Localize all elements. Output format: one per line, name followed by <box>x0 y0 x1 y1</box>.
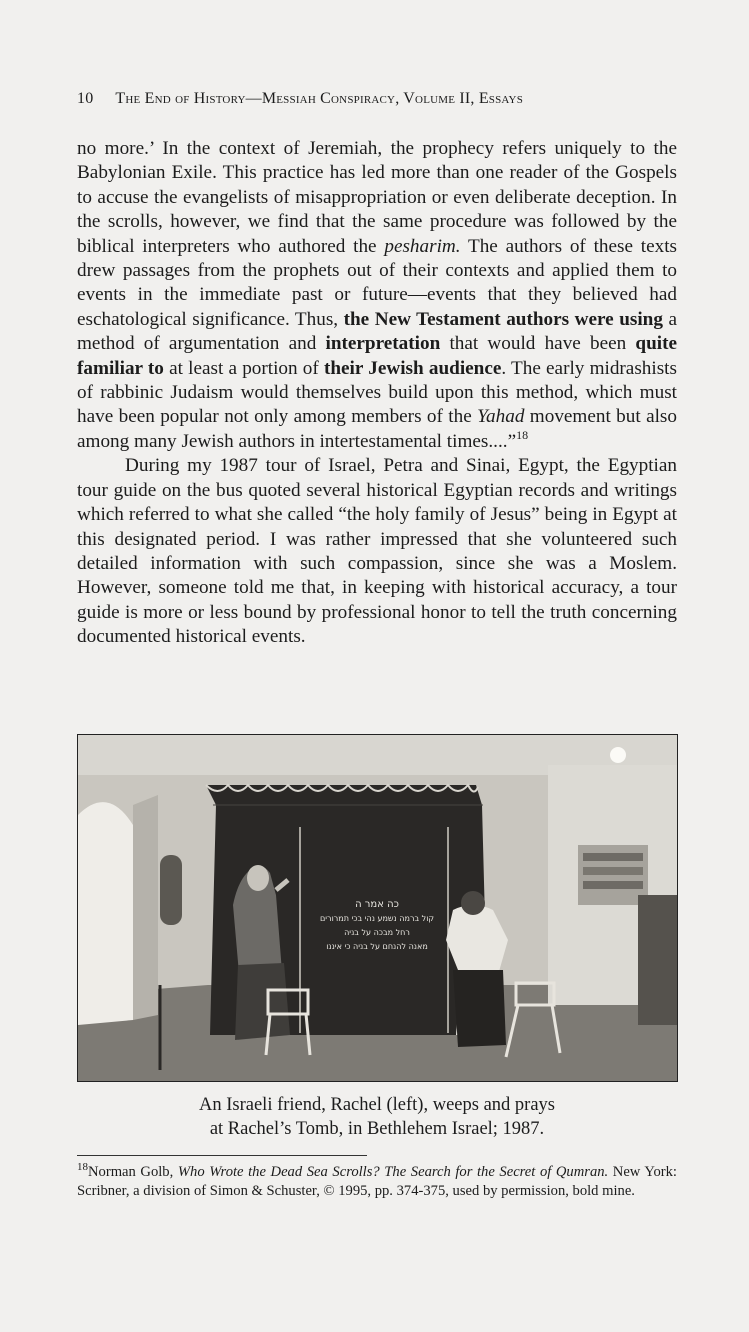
text-run: movement but also among many Jewish authors in intertestamental times....” <box>77 406 677 452</box>
tour-paragraph: During my 1987 tour of Israel, Petra and Sinai, Egypt, the Egyptian tour guide on the bus quoted several historical Egyptian records and writings which referred to what she called “the holy family of Jesus” being in Egypt at this designated period. I was rather impressed that she volunteered such detailed information with such compassion, since she was a Moslem. However, someone told me that, in keeping with historical accuracy, a tour guide is more or less bound by professional honor to tell the truth concerning documented historical events. <box>77 455 677 648</box>
footnote-18 <box>77 1163 677 1201</box>
text-run: no more.’ In the context of Jeremiah, the prophecy refers uniquely to the Babylonian Exile. This practice has led more than one reader of the Gospels to accuse the evangelists of misappropriation or even deliberate deception. In the scrolls, however, we find that the same procedure was followed by the biblical interpreters who authored the <box>77 138 677 257</box>
photo-caption <box>77 1093 677 1141</box>
bold-phrase: interpretation <box>325 333 441 355</box>
quote-paragraph <box>77 137 677 454</box>
footnote-reference[interactable]: 18 <box>516 427 529 442</box>
bold-phrase: quite familiar to <box>77 333 678 379</box>
running-header <box>77 90 677 108</box>
footnote-author: Norman Golb, <box>88 1164 178 1180</box>
body-text <box>77 137 677 650</box>
running-title: The End of History—Messiah Conspiracy, Volume II, Essays <box>115 90 524 107</box>
caption-line: An Israeli friend, Rachel (left), weeps and prays <box>199 1095 555 1115</box>
footnote-book-title: Who Wrote the Dead Sea Scrolls? The Search for the Secret of Qumran. <box>177 1164 609 1180</box>
text-run: . The early midrashists of rabbinic Judaism would themselves build upon this method, which must have been popular not only among members of the <box>77 357 677 428</box>
footnote-divider <box>77 1155 367 1156</box>
tomb-inscription-line: רחל מבכה על בניה <box>344 928 410 937</box>
bold-phrase: their Jewish audience <box>323 357 502 379</box>
text-run: a method of argumentation and <box>77 308 677 355</box>
photo-rachels-tomb <box>77 734 678 1082</box>
footnote-number: 18 <box>77 1161 88 1173</box>
italic-term: pesharim. <box>384 235 461 257</box>
page-number: 10 <box>77 90 94 107</box>
tomb-inscription-line: מאנה להנחם על בניה כי איננו <box>326 942 428 951</box>
tomb-inscription-line: קול ברמה נשמע נהי בכי תמרורים <box>319 914 435 923</box>
italic-term: Yahad <box>477 406 525 428</box>
text-run: The authors of these texts drew passages from the prophets out of their contexts and applied them to events in the immediate past or future—events that they believed had eschatological significance. Thus, <box>77 235 677 330</box>
text-run: that would have been <box>440 333 636 355</box>
footnote-publication: New York: Scribner, a division of Simon & Schuster, © 1995, pp. 374-375, used by permission, bold mine. <box>77 1164 677 1199</box>
bold-phrase: the New Testament authors were using <box>343 308 663 330</box>
text-run: at least a portion of <box>163 357 324 379</box>
tomb-inscription-line: כה אמר ה <box>355 899 399 910</box>
caption-line: at Rachel’s Tomb, in Bethlehem Israel; 1987. <box>209 1119 545 1139</box>
